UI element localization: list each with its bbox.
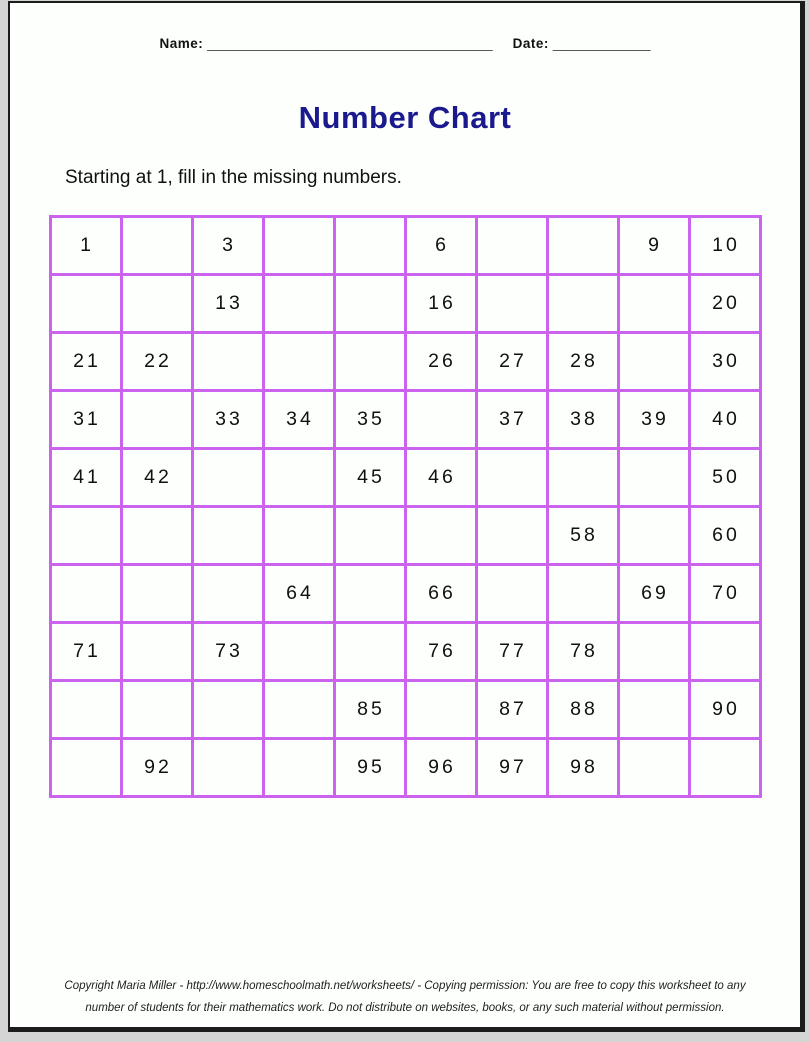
grid-row bbox=[50, 333, 760, 391]
grid-cell-r2c7 bbox=[476, 275, 547, 333]
grid-cell-r9c4 bbox=[263, 681, 334, 739]
grid-cell-r8c9 bbox=[618, 623, 689, 681]
grid-cell-r8c5 bbox=[334, 623, 405, 681]
grid-cell-r3c2: 22 bbox=[121, 333, 192, 391]
grid-cell-r7c8 bbox=[547, 565, 618, 623]
grid-row bbox=[50, 739, 760, 797]
date-label: Date: bbox=[512, 36, 549, 51]
grid-cell-r4c6 bbox=[405, 391, 476, 449]
grid-cell-r8c8: 78 bbox=[547, 623, 618, 681]
number-grid-body bbox=[50, 217, 760, 797]
grid-cell-r7c4: 64 bbox=[263, 565, 334, 623]
grid-cell-r5c1: 41 bbox=[50, 449, 121, 507]
grid-cell-r9c6 bbox=[405, 681, 476, 739]
grid-cell-r6c1 bbox=[50, 507, 121, 565]
grid-cell-r1c6: 6 bbox=[405, 217, 476, 275]
grid-cell-r1c10: 10 bbox=[689, 217, 760, 275]
grid-cell-r8c7: 77 bbox=[476, 623, 547, 681]
grid-cell-r4c5: 35 bbox=[334, 391, 405, 449]
grid-cell-r1c7 bbox=[476, 217, 547, 275]
grid-cell-r6c3 bbox=[192, 507, 263, 565]
grid-cell-r9c8: 88 bbox=[547, 681, 618, 739]
grid-cell-r4c2 bbox=[121, 391, 192, 449]
grid-cell-r9c2 bbox=[121, 681, 192, 739]
grid-cell-r8c2 bbox=[121, 623, 192, 681]
grid-cell-r5c10: 50 bbox=[689, 449, 760, 507]
grid-cell-r3c4 bbox=[263, 333, 334, 391]
grid-cell-r3c5 bbox=[334, 333, 405, 391]
grid-cell-r9c5: 85 bbox=[334, 681, 405, 739]
grid-cell-r4c4: 34 bbox=[263, 391, 334, 449]
grid-cell-r9c10: 90 bbox=[689, 681, 760, 739]
grid-cell-r7c2 bbox=[121, 565, 192, 623]
grid-cell-r8c10 bbox=[689, 623, 760, 681]
grid-cell-r10c10 bbox=[689, 739, 760, 797]
grid-cell-r5c7 bbox=[476, 449, 547, 507]
grid-cell-r6c8: 58 bbox=[547, 507, 618, 565]
grid-cell-r2c10: 20 bbox=[689, 275, 760, 333]
footer-copyright-line2: number of students for their mathematics work. Do not distribute on websites, books, or any such material without permission. bbox=[85, 1001, 725, 1014]
grid-cell-r3c1: 21 bbox=[50, 333, 121, 391]
grid-row bbox=[50, 217, 760, 275]
grid-cell-r2c2 bbox=[121, 275, 192, 333]
grid-cell-r7c5 bbox=[334, 565, 405, 623]
grid-cell-r6c6 bbox=[405, 507, 476, 565]
grid-row bbox=[50, 623, 760, 681]
grid-cell-r7c9: 69 bbox=[618, 565, 689, 623]
name-blank-line: ______________________________________ bbox=[207, 36, 493, 51]
grid-cell-r1c2 bbox=[121, 217, 192, 275]
grid-cell-r5c4 bbox=[263, 449, 334, 507]
grid-cell-r4c10: 40 bbox=[689, 391, 760, 449]
number-grid bbox=[49, 215, 762, 798]
grid-cell-r3c8: 28 bbox=[547, 333, 618, 391]
grid-cell-r1c3: 3 bbox=[192, 217, 263, 275]
grid-cell-r1c8 bbox=[547, 217, 618, 275]
grid-cell-r7c10: 70 bbox=[689, 565, 760, 623]
grid-cell-r6c9 bbox=[618, 507, 689, 565]
grid-cell-r10c1 bbox=[50, 739, 121, 797]
grid-cell-r2c4 bbox=[263, 275, 334, 333]
grid-cell-r2c5 bbox=[334, 275, 405, 333]
grid-cell-r8c4 bbox=[263, 623, 334, 681]
grid-row bbox=[50, 449, 760, 507]
grid-cell-r3c6: 26 bbox=[405, 333, 476, 391]
grid-cell-r4c9: 39 bbox=[618, 391, 689, 449]
grid-cell-r9c9 bbox=[618, 681, 689, 739]
grid-cell-r10c9 bbox=[618, 739, 689, 797]
grid-cell-r2c9 bbox=[618, 275, 689, 333]
instruction-text: Starting at 1, fill in the missing numbers. bbox=[65, 167, 402, 188]
name-date-row bbox=[10, 36, 800, 51]
grid-cell-r1c9: 9 bbox=[618, 217, 689, 275]
name-label: Name: bbox=[159, 36, 204, 51]
grid-cell-r7c7 bbox=[476, 565, 547, 623]
grid-cell-r5c3 bbox=[192, 449, 263, 507]
grid-row bbox=[50, 275, 760, 333]
date-blank-line: _____________ bbox=[552, 36, 651, 51]
grid-cell-r8c1: 71 bbox=[50, 623, 121, 681]
grid-cell-r1c4 bbox=[263, 217, 334, 275]
grid-cell-r2c6: 16 bbox=[405, 275, 476, 333]
grid-cell-r6c10: 60 bbox=[689, 507, 760, 565]
grid-cell-r10c7: 97 bbox=[476, 739, 547, 797]
footer-copyright-line1: Copyright Maria Miller - http://www.homeschoolmath.net/worksheets/ - Copying permission: You are free to copy this worksheet to any bbox=[64, 980, 746, 993]
grid-row bbox=[50, 565, 760, 623]
grid-cell-r3c9 bbox=[618, 333, 689, 391]
grid-cell-r10c8: 98 bbox=[547, 739, 618, 797]
grid-cell-r6c7 bbox=[476, 507, 547, 565]
grid-cell-r7c3 bbox=[192, 565, 263, 623]
grid-cell-r10c2: 92 bbox=[121, 739, 192, 797]
grid-row bbox=[50, 507, 760, 565]
grid-row bbox=[50, 681, 760, 739]
grid-cell-r5c8 bbox=[547, 449, 618, 507]
grid-row bbox=[50, 391, 760, 449]
grid-cell-r6c4 bbox=[263, 507, 334, 565]
grid-cell-r9c3 bbox=[192, 681, 263, 739]
grid-cell-r10c5: 95 bbox=[334, 739, 405, 797]
grid-cell-r9c7: 87 bbox=[476, 681, 547, 739]
grid-cell-r8c6: 76 bbox=[405, 623, 476, 681]
grid-cell-r9c1 bbox=[50, 681, 121, 739]
grid-cell-r10c6: 96 bbox=[405, 739, 476, 797]
page-title: Number Chart bbox=[298, 100, 512, 135]
grid-cell-r2c1 bbox=[50, 275, 121, 333]
grid-cell-r10c3 bbox=[192, 739, 263, 797]
grid-cell-r5c2: 42 bbox=[121, 449, 192, 507]
grid-cell-r3c7: 27 bbox=[476, 333, 547, 391]
grid-cell-r7c1 bbox=[50, 565, 121, 623]
grid-cell-r4c7: 37 bbox=[476, 391, 547, 449]
grid-cell-r5c5: 45 bbox=[334, 449, 405, 507]
grid-cell-r3c3 bbox=[192, 333, 263, 391]
grid-cell-r6c5 bbox=[334, 507, 405, 565]
grid-cell-r8c3: 73 bbox=[192, 623, 263, 681]
footer-copyright bbox=[10, 976, 800, 1019]
grid-cell-r1c1: 1 bbox=[50, 217, 121, 275]
worksheet-page bbox=[8, 1, 805, 1032]
grid-cell-r4c1: 31 bbox=[50, 391, 121, 449]
grid-cell-r5c9 bbox=[618, 449, 689, 507]
grid-cell-r2c8 bbox=[547, 275, 618, 333]
grid-cell-r6c2 bbox=[121, 507, 192, 565]
grid-cell-r7c6: 66 bbox=[405, 565, 476, 623]
grid-cell-r1c5 bbox=[334, 217, 405, 275]
grid-cell-r3c10: 30 bbox=[689, 333, 760, 391]
grid-cell-r4c3: 33 bbox=[192, 391, 263, 449]
grid-cell-r5c6: 46 bbox=[405, 449, 476, 507]
grid-cell-r2c3: 13 bbox=[192, 275, 263, 333]
grid-cell-r10c4 bbox=[263, 739, 334, 797]
grid-cell-r4c8: 38 bbox=[547, 391, 618, 449]
